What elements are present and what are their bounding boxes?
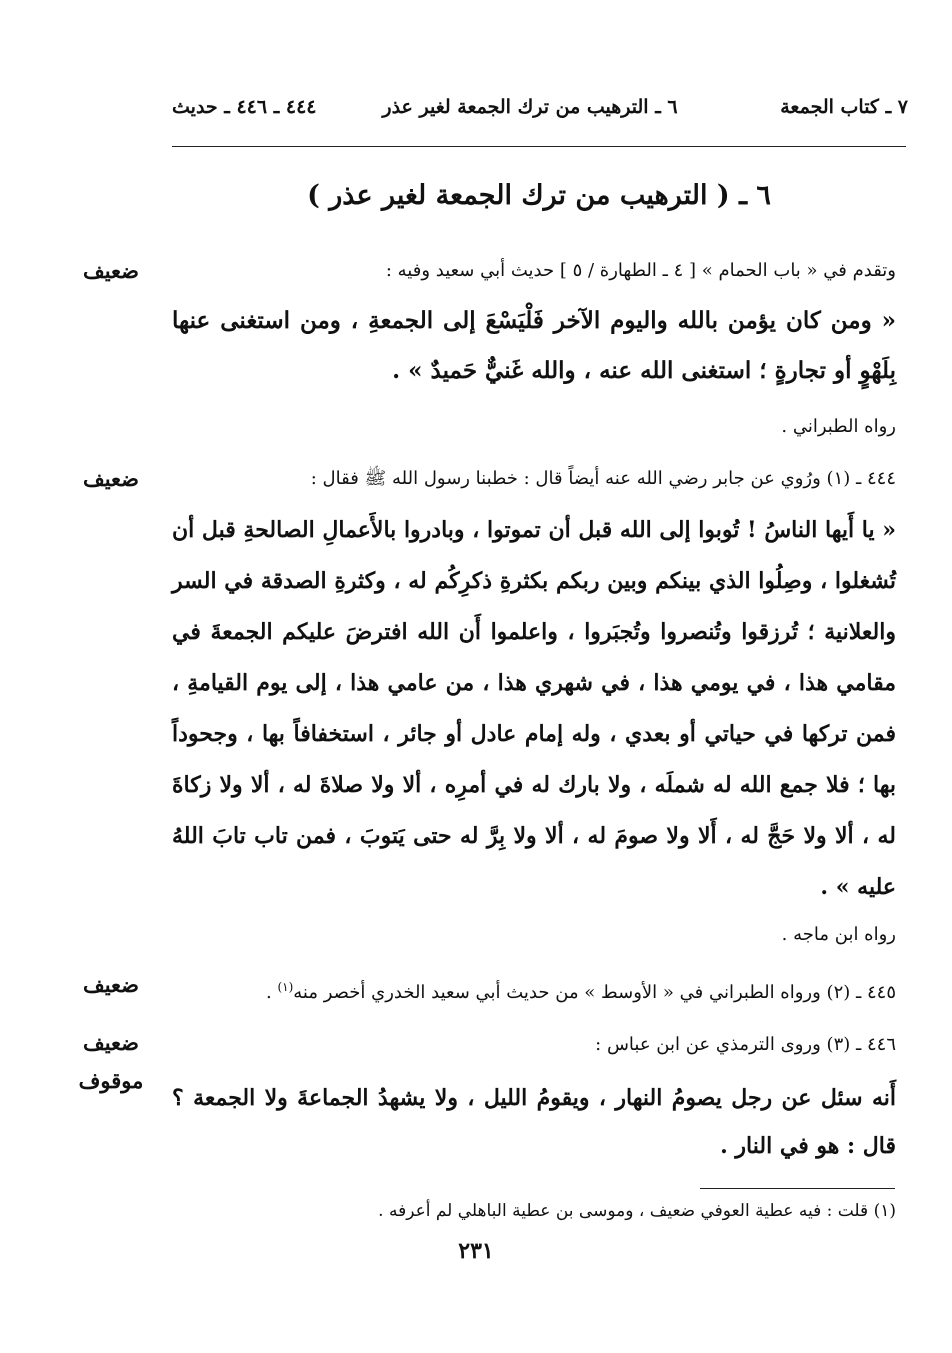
grade-label-intro: ضعيف	[82, 258, 140, 283]
hadith-445-end: .	[265, 982, 278, 1003]
header-book-title: ٧ ـ كتاب الجمعة	[780, 96, 908, 118]
hadith-446-intro: ٤٤٦ ـ (٣) وروى الترمذي عن ابن عباس :	[595, 1034, 896, 1055]
footnote-divider	[700, 1188, 895, 1189]
chapter-title: ٦ ـ ( الترهيب من ترك الجمعة لغير عذر )	[307, 180, 771, 211]
footnote-reference: (١)	[277, 980, 294, 994]
page-number: ٢٣١	[458, 1238, 494, 1264]
intro-source: رواه الطبراني .	[781, 416, 896, 437]
grade-label-446-weak: ضعيف	[82, 1030, 140, 1055]
footnote: (١) قلت : فيه عطية العوفي ضعيف ، وموسى بن عطية الباهلي لم أعرفه .	[378, 1201, 896, 1221]
hadith-444-source: رواه ابن ماجه .	[781, 924, 896, 945]
intro-reference-line: وتقدم في « باب الحمام » [ ٤ ـ الطهارة / ٥ ] حديث أبي سعيد وفيه :	[385, 260, 896, 281]
hadith-444-text: « يا أَيها الناسُ ! تُوبوا إلى الله قبل أن تموتوا ، وبادروا بالأَعمالِ الصالحةِ قبل أن تُشغلوا ، وصِلُوا الذي بينكم وبين ربكم بكثرةِ ذكرِكُم له ، وكثرةِ الصدقة في السر والعلانية ؛ تُرزقوا وتُنصروا وتُجبَروا ، واعلموا أَن الله افترضَ عليكم الجمعةَ في مقامي هذا ، في يومي هذا ، في شهري هذا ، من عامي هذا ، إلى يوم القيامةِ ، فمن تركها في حياتي أو بعدي ، وله إمام عادل أو جائر ، استخفافاً بها ، وجحوداً بها ؛ فلا جمع الله له شملَه ، ولا بارك له في أمرِه ، ألا ولا صلاةَ له ، ألا ولا زكاةَ له ، ألا ولا حَجَّ له ، أَلا ولا صومَ له ، ألا ولا بِرَّ له حتى يَتوبَ ، فمن تاب تابَ اللهُ عليه » .	[172, 517, 896, 900]
hadith-445-text	[172, 972, 896, 1008]
grade-label-444: ضعيف	[82, 466, 140, 491]
header-hadith-range: ٤٤٤ ـ ٤٤٦ ـ حديث	[172, 96, 317, 118]
header-divider	[172, 146, 906, 147]
hadith-446-text: أَنه سئل عن رجل يصومُ النهار ، ويقومُ الليل ، ولا يشهدُ الجماعةَ ولا الجمعة ؟ قال : هو في النار .	[172, 1085, 896, 1159]
header-chapter-title: ٦ ـ الترهيب من ترك الجمعة لغير عذر	[382, 96, 678, 118]
grade-label-446-mawquf: موقوف	[78, 1068, 144, 1093]
intro-quote: « ومن كان يؤمن بالله واليوم الآخر فَلْيَسْعَ إلى الجمعةِ ، ومن استغنى عنها بِلَهْوٍ أو تجارةٍ ؛ استغنى الله عنه ، والله غَنيٌّ حَميدٌ » .	[172, 307, 896, 384]
hadith-444-intro: ٤٤٤ ـ (١) ورُوي عن جابر رضي الله عنه أيضاً قال : خطبنا رسول الله ﷺ فقال :	[310, 468, 896, 489]
hadith-445-body: ٤٤٥ ـ (٢) ورواه الطبراني في « الأوسط » من حديث أبي سعيد الخدري أخصر منه	[293, 982, 896, 1003]
grade-label-445: ضعيف	[82, 972, 140, 997]
